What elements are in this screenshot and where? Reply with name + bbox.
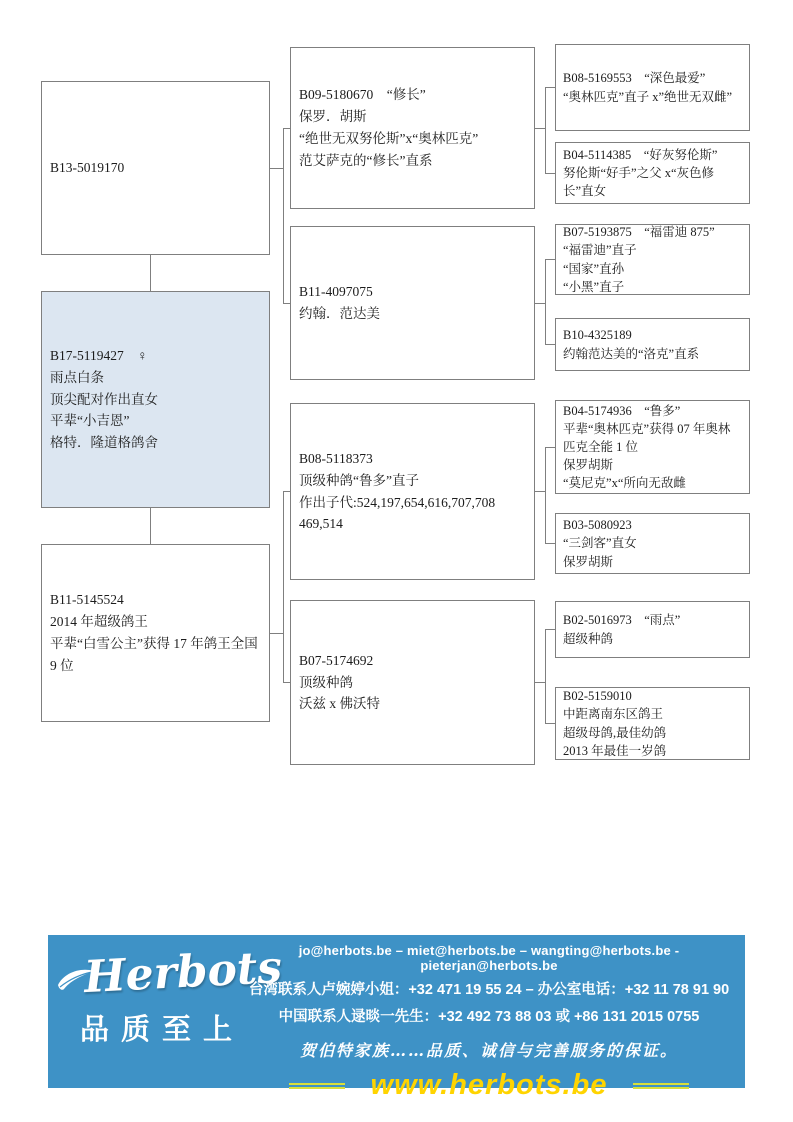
ring-number: B11-4097075 <box>299 284 373 300</box>
ring-number: B08-5169553 “深色最爱” <box>563 71 706 86</box>
contact-taiwan: 台湾联系人卢婉婷小姐：+32 471 19 55 24 – 办公室电话：+32 11 78 91 90 <box>248 982 730 998</box>
ring-number: B10-4325189 <box>563 328 632 343</box>
pedigree-box-b07-5174692 <box>290 600 535 765</box>
connector-line <box>283 682 290 683</box>
box-line: “奥林匹克”直子 x”绝世无双雌” <box>563 89 733 104</box>
connector-line <box>545 447 555 448</box>
connector-line <box>545 87 546 174</box>
box-line: “小黑”直子 <box>563 279 625 294</box>
herbots-banner <box>48 935 745 1101</box>
connector-line <box>150 255 151 291</box>
connector-line <box>545 87 555 88</box>
banner-contact-block <box>233 941 745 1102</box>
ring-number: B04-5114385 “好灰努伦斯” <box>563 147 718 162</box>
connector-line <box>545 629 555 630</box>
pedigree-box-b08-5169553 <box>555 44 750 131</box>
connector-line <box>283 128 284 304</box>
double-rule-right <box>633 1083 689 1089</box>
ring-number: B07-5193875 “福雷迪 875” <box>563 225 715 240</box>
ring-number: B13-5019170 <box>50 160 125 176</box>
box-line: 顶级种鸽 <box>299 674 353 690</box>
ring-number: B11-5145524 <box>50 592 124 608</box>
box-line: 2013 年最佳一岁鸽 <box>563 743 667 758</box>
connector-line <box>545 173 555 174</box>
box-line: 顶尖配对作出直女 <box>50 391 158 407</box>
ring-number: B02-5159010 <box>563 689 632 704</box>
box-line: 平辈“小吉恩” <box>50 413 130 429</box>
box-line: 2014 年超级鸽王 <box>50 614 148 630</box>
connector-line <box>545 629 546 724</box>
connector-line <box>283 491 284 683</box>
box-line: 范艾萨克的“修长”直系 <box>299 152 433 168</box>
pedigree-box-b07-5193875 <box>555 224 750 295</box>
box-line: 雨点白条 <box>50 369 104 385</box>
pedigree-box-b04-5114385 <box>555 142 750 204</box>
box-line: 469,514 <box>299 516 343 532</box>
pedigree-box-subject-b17-5119427 <box>41 291 270 508</box>
herbots-logo <box>56 939 284 1084</box>
pedigree-box-b11-5145524 <box>41 544 270 722</box>
box-line: 中距离南东区鸽王 <box>563 707 664 722</box>
box-line: 保罗．胡斯 <box>299 109 367 125</box>
herbots-tagline: 品质至上 <box>80 1014 245 1046</box>
pedigree-box-b11-4097075 <box>290 226 535 380</box>
box-line: 平辈“奥林匹克”获得 07 年奥林匹克全能 1 位 <box>563 421 731 454</box>
box-line: 沃兹 x 佛沃特 <box>299 696 380 712</box>
box-line: 格特．隆道格鸽舍 <box>50 435 158 451</box>
connector-line <box>283 128 290 129</box>
connector-line <box>545 447 546 544</box>
box-line: 保罗胡斯 <box>563 554 614 569</box>
ring-number: B04-5174936 “鲁多” <box>563 403 681 418</box>
box-line: 作出子代:524,197,654,616,707,708 <box>299 494 496 510</box>
herbots-logo-text: Herbots <box>82 941 284 1004</box>
box-line: 努伦斯“好手”之父 x“灰色修长”直女 <box>563 165 715 199</box>
box-line: “国家”直孙 <box>563 261 625 276</box>
pedigree-box-b03-5080923 <box>555 513 750 574</box>
box-line: 超级种鸽 <box>563 631 614 646</box>
contact-china: 中国联系人逯晱一先生：+32 492 73 88 03 或 +86 131 2015 0755 <box>278 1009 700 1025</box>
box-line: 约翰．范达美 <box>299 306 380 321</box>
connector-line <box>545 543 555 544</box>
connector-line <box>270 168 284 169</box>
connector-line <box>150 508 151 544</box>
connector-line <box>545 344 555 345</box>
website-url[interactable]: www.herbots.be <box>370 1069 608 1101</box>
box-line: “三剑客”直女 <box>563 536 637 551</box>
ring-number: B02-5016973 “雨点” <box>563 613 681 628</box>
pedigree-box-b02-5159010 <box>555 687 750 760</box>
website-row <box>233 1069 745 1102</box>
pedigree-box-b08-5118373 <box>290 403 535 580</box>
ring-number: B03-5080923 <box>563 518 632 533</box>
connector-line <box>283 491 290 492</box>
connector-line <box>545 259 555 260</box>
double-rule-left <box>289 1083 345 1089</box>
box-line: 保罗胡斯 <box>563 458 614 473</box>
box-line: 约翰范达美的“洛克”直系 <box>563 346 700 361</box>
box-line: “绝世无双努伦斯”x“奥林匹克” <box>299 131 479 146</box>
box-line: 顶级种鸽“鲁多”直子 <box>299 472 419 488</box>
connector-line <box>283 303 290 304</box>
pedigree-box-b04-5174936 <box>555 400 750 494</box>
ring-number: B08-5118373 <box>299 450 373 466</box>
box-line: “福雷迪”直子 <box>563 243 637 258</box>
connector-line <box>545 723 555 724</box>
box-line: 平辈“白雪公主”获得 17 年鸽王全国 9 位 <box>50 636 262 673</box>
box-line: 超级母鸽,最佳幼鸽 <box>563 725 667 740</box>
pedigree-box-b13-5019170 <box>41 81 270 255</box>
contact-emails: jo@herbots.be – miet@herbots.be – wangting@herbots.be - pieterjan@herbots.be <box>298 943 680 973</box>
box-line: “莫尼克”x“所向无敌雌 <box>563 476 686 491</box>
ring-number: B07-5174692 <box>299 652 374 668</box>
pedigree-box-b09-5180670 <box>290 47 535 209</box>
connector-line <box>545 259 546 345</box>
ring-number: B17-5119427 ♀ <box>50 347 148 363</box>
ring-number: B09-5180670 “修长” <box>299 87 426 103</box>
connector-line <box>270 633 284 634</box>
banner-slogan: 贺伯特家族……品质、诚信与完善服务的保证。 <box>299 1041 678 1060</box>
pedigree-box-b10-4325189 <box>555 318 750 371</box>
pedigree-box-b02-5016973 <box>555 601 750 658</box>
